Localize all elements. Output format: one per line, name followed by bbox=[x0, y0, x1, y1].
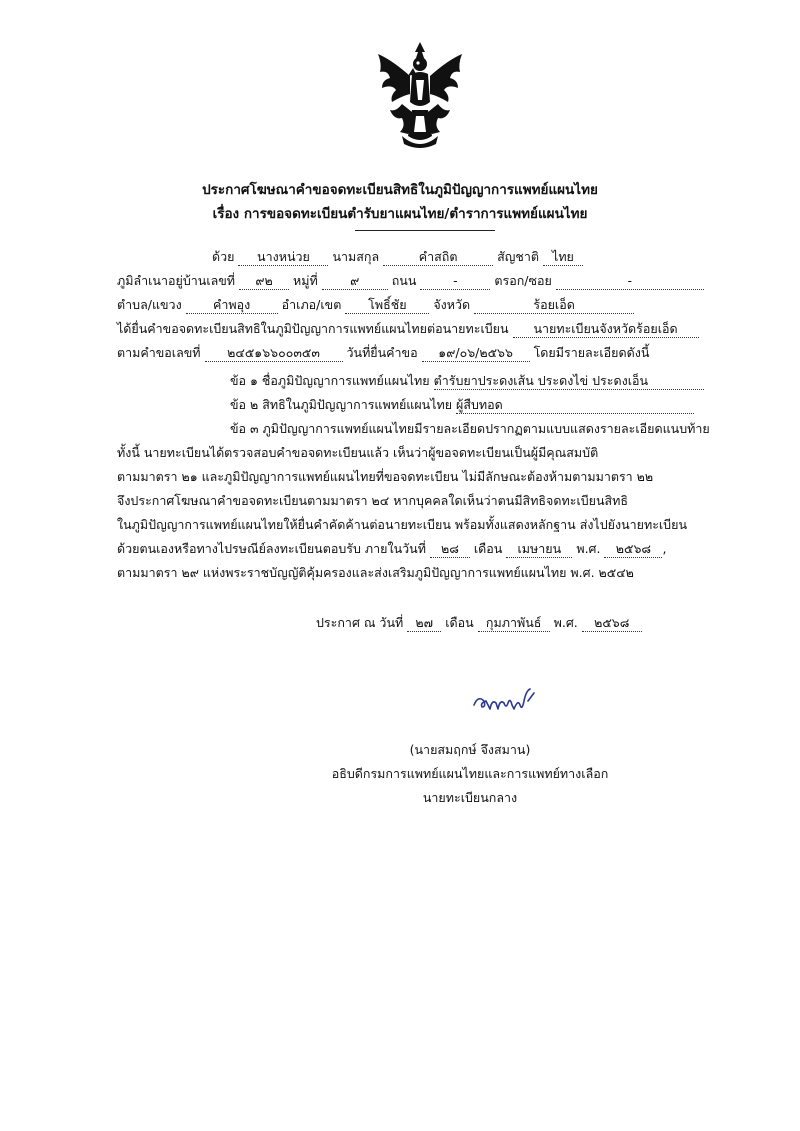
applicant-nationality: ไทย bbox=[543, 249, 583, 266]
label-deadline-month: เดือน bbox=[473, 541, 503, 556]
announcement-title: ประกาศโฆษณาคำขอจดทะเบียนสิทธิในภูมิปัญญาการแพทย์แผนไทย bbox=[202, 182, 598, 198]
title-divider bbox=[355, 230, 495, 231]
label-road: ถนน bbox=[391, 273, 417, 288]
label-subdistrict: ตำบล/แขวง bbox=[117, 297, 182, 312]
label-deadline: ด้วยตนเองหรือทางไปรษณีย์ลงทะเบียนตอบรับ ภายในวันที่ bbox=[117, 541, 426, 556]
moo-number: ๙ bbox=[322, 273, 388, 290]
road-value: - bbox=[420, 273, 490, 290]
deadline-month: เมษายน bbox=[506, 541, 572, 558]
soi-value: - bbox=[556, 273, 704, 290]
announce-day: ๒๗ bbox=[407, 615, 441, 632]
deadline-line bbox=[117, 540, 666, 558]
label-details-follow: โดยมีรายละเอียดดังนี้ bbox=[533, 345, 650, 360]
body-line-1: ข้อ ๓ ภูมิปัญญาการแพทย์แผนไทยมีรายละเอียดปรากฏตามแบบแสดงรายละเอียดแนบท้าย bbox=[230, 421, 710, 436]
label-announce-year: พ.ศ. bbox=[553, 615, 578, 630]
house-number: ๙๒ bbox=[239, 273, 289, 290]
handwritten-signature bbox=[470, 683, 540, 719]
label-moo: หมู่ที่ bbox=[293, 273, 318, 288]
request-number: ๒๔๕๑๖๖๐๐๓๕๓ bbox=[205, 345, 343, 362]
signatory-name: (นายสมฤกษ์ จึงสมาน) bbox=[409, 742, 531, 757]
applicant-name: นางหน่วย bbox=[238, 249, 328, 266]
form-line-address bbox=[117, 272, 704, 290]
body-line-2: ทั้งนี้ นายทะเบียนได้ตรวจสอบคำขอจดทะเบียนแล้ว เห็นว่าผู้ขอจดทะเบียนเป็นผู้มีคุณสมบัติ bbox=[117, 445, 599, 460]
label-announce: ประกาศ ณ วันที่ bbox=[316, 615, 404, 630]
label-district: อำเภอ/เขต bbox=[281, 297, 342, 312]
item-2-value: ผู้สืบทอด bbox=[456, 397, 694, 414]
body-line-5: ในภูมิปัญญาการแพทย์แผนไทยให้ยื่นคำคัดค้านต่อนายทะเบียน พร้อมทั้งแสดงหลักฐาน ส่งไปยังนายทะเบียน bbox=[117, 517, 687, 532]
form-line-registrar bbox=[117, 320, 699, 338]
label-registrar: ได้ยื่นคำขอจดทะเบียนสิทธิในภูมิปัญญาการแพทย์แผนไทยต่อนายทะเบียน bbox=[117, 321, 509, 336]
item-1 bbox=[230, 372, 704, 390]
label-by: ด้วย bbox=[212, 249, 235, 264]
announcement-subject: เรื่อง การขอจดทะเบียนตำรับยาแผนไทย/ตำราการแพทย์แผนไทย bbox=[212, 206, 588, 222]
label-surname: นามสกุล bbox=[332, 249, 380, 264]
province-value: ร้อยเอ็ด bbox=[474, 297, 634, 314]
form-line-applicant bbox=[212, 248, 583, 266]
label-province: จังหวัด bbox=[433, 297, 471, 312]
item-2 bbox=[230, 396, 694, 414]
applicant-surname: คำสถิต bbox=[383, 249, 493, 266]
announce-date-line bbox=[316, 614, 642, 632]
label-soi: ตรอก/ซอย bbox=[494, 273, 552, 288]
label-deadline-year: พ.ศ. bbox=[576, 541, 601, 556]
form-line-request bbox=[117, 344, 649, 362]
form-line-locality bbox=[117, 296, 634, 314]
deadline-comma: , bbox=[662, 541, 667, 556]
item-2-label: ข้อ ๒ สิทธิในภูมิปัญญาการแพทย์แผนไทย bbox=[230, 397, 453, 412]
announce-year: ๒๕๖๘ bbox=[582, 615, 642, 632]
item-1-value: ตำรับยาประดงเส้น ประดงไข่ ประดงเอ็น bbox=[434, 373, 704, 390]
announce-month: กุมภาพันธ์ bbox=[478, 615, 550, 632]
law-reference: ตามมาตรา ๒๙ แห่งพระราชบัญญัติคุ้มครองและส่งเสริมภูมิปัญญาการแพทย์แผนไทย พ.ศ. ๒๕๔๒ bbox=[117, 565, 634, 580]
item-1-label: ข้อ ๑ ชื่อภูมิปัญญาการแพทย์แผนไทย bbox=[230, 373, 430, 388]
label-house-no: ภูมิลำเนาอยู่บ้านเลขที่ bbox=[117, 273, 236, 288]
body-line-3: ตามมาตรา ๒๑ และภูมิปัญญาการแพทย์แผนไทยที่ขอจดทะเบียน ไม่มีลักษณะต้องห้ามตามมาตรา ๒๒ bbox=[117, 469, 654, 484]
district-value: โพธิ์ชัย bbox=[345, 297, 429, 314]
signatory-role: นายทะเบียนกลาง bbox=[422, 790, 518, 805]
deadline-day: ๒๘ bbox=[430, 541, 470, 558]
label-request-no: ตามคำขอเลขที่ bbox=[117, 345, 201, 360]
deadline-year: ๒๕๖๘ bbox=[604, 541, 662, 558]
signatory-position: อธิบดีกรมการแพทย์แผนไทยและการแพทย์ทางเลือก bbox=[331, 766, 609, 781]
body-line-4: จึงประกาศโฆษณาคำขอจดทะเบียนตามมาตรา ๒๔ หากบุคคลใดเห็นว่าตนมีสิทธิจดทะเบียนสิทธิ bbox=[117, 493, 629, 508]
registrar-value: นายทะเบียนจังหวัดร้อยเอ็ด bbox=[513, 321, 699, 338]
garuda-emblem-icon bbox=[372, 40, 468, 152]
label-announce-month: เดือน bbox=[445, 615, 474, 630]
label-request-date: วันที่ยื่นคำขอ bbox=[346, 345, 418, 360]
request-date: ๑๙/๐๖/๒๕๖๖ bbox=[422, 345, 530, 362]
subdistrict-value: คำพอุง bbox=[186, 297, 278, 314]
label-nationality: สัญชาติ bbox=[497, 249, 539, 264]
